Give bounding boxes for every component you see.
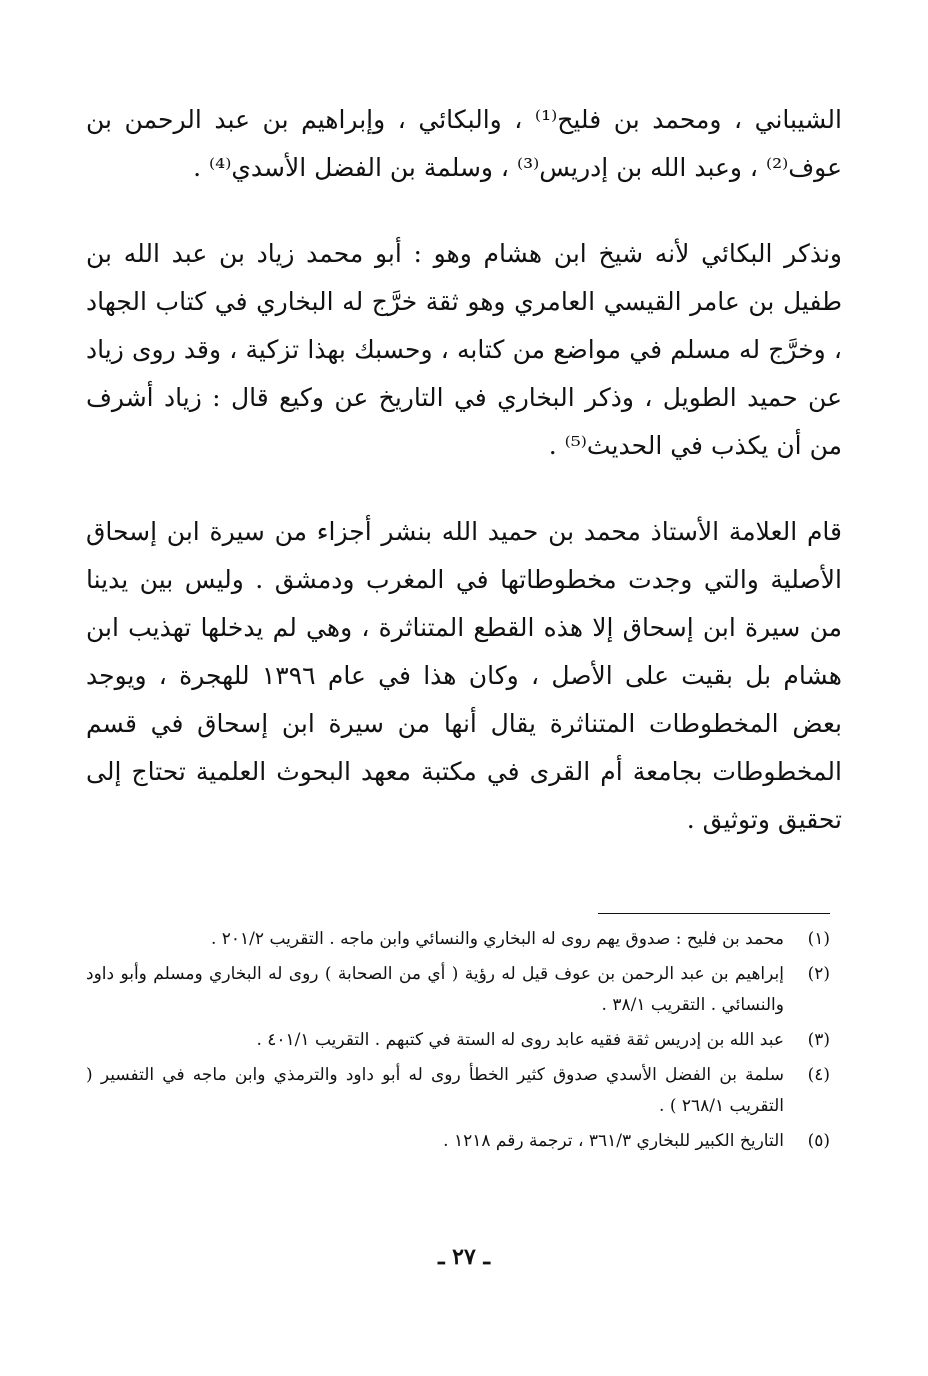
footnote-text: التاريخ الكبير للبخاري ٣٦١/٣ ، ترجمة رقم ١٢١٨ . [443,1131,784,1151]
footnote-3 [86,1025,842,1056]
paragraph-2: ونذكر البكائي لأنه شيخ ابن هشام وهو : أبو محمد زياد بن عبد الله بن طفيل بن عامر القيسي العامري وهو ثقة خرَّج له البخاري في كتاب الجهاد ، وخرَّج له مسلم في مواضع من كتابه ، وحسبك بهذا تزكية ، وقد روى زياد عن حميد الطويل ، وذكر البخاري في التاريخ عن وكيع قال : زياد أشرف من أن يكذب في الحديث⁽⁵⁾ . [86,239,842,460]
footnote-number: (٢) [807,964,830,984]
footnote-5 [86,1126,842,1157]
footnote-4 [86,1060,842,1122]
paragraph-3: قام العلامة الأستاذ محمد بن حميد الله بنشر أجزاء من سيرة ابن إسحاق الأصلية والتي وجدت مخطوطاتها في المغرب ودمشق . وليس بين يدينا من سيرة ابن إسحاق إلا هذه القطع المتناثرة ، وهي لم يدخلها تهذيب ابن هشام بل بقيت على الأصل ، وكان هذا في عام ١٣٩٦ للهجرة ، ويوجد بعض المخطوطات المتناثرة يقال أنها من سيرة ابن إسحاق في قسم المخطوطات بجامعة أم القرى في مكتبة معهد البحوث العلمية تحتاج إلى تحقيق وتوثيق . [86,517,842,834]
footnote-text: عبد الله بن إدريس ثقة فقيه عابد روى له الستة في كتبهم . التقريب ٤٠١/١ . [256,1030,784,1050]
footnote-text: سلمة بن الفضل الأسدي صدوق كثير الخطأ روى له أبو داود والترمذي وابن ماجه في التفسير ( التقريب ٢٦٨/١ ) . [86,1065,784,1116]
paragraph-1: الشيباني ، ومحمد بن فليح⁽¹⁾ ، والبكائي ، وإبراهيم بن عبد الرحمن بن عوف⁽²⁾ ، وعبد الله بن إدريس⁽³⁾ ، وسلمة بن الفضل الأسدي⁽⁴⁾ . [86,105,842,182]
page-number: ـ ٢٧ ـ [438,1244,490,1270]
footnote-2 [86,959,842,1021]
footnote-1 [86,924,842,955]
footnote-number: (٥) [807,1131,830,1151]
footnote-number: (٤) [807,1065,830,1085]
footnote-text: محمد بن فليح : صدوق يهم روى له البخاري والنسائي وابن ماجه . التقريب ٢٠١/٢ . [210,929,784,949]
footnote-number: (٣) [807,1030,830,1050]
footnote-number: (١) [807,929,830,949]
main-text [86,96,842,844]
footnotes [86,924,842,1161]
footnote-text: إبراهيم بن عبد الرحمن بن عوف قيل له رؤية ( أي من الصحابة ) روى له البخاري ومسلم وأبو داود والنسائي . التقريب ٣٨/١ . [86,964,784,1015]
footnote-separator [598,913,830,914]
